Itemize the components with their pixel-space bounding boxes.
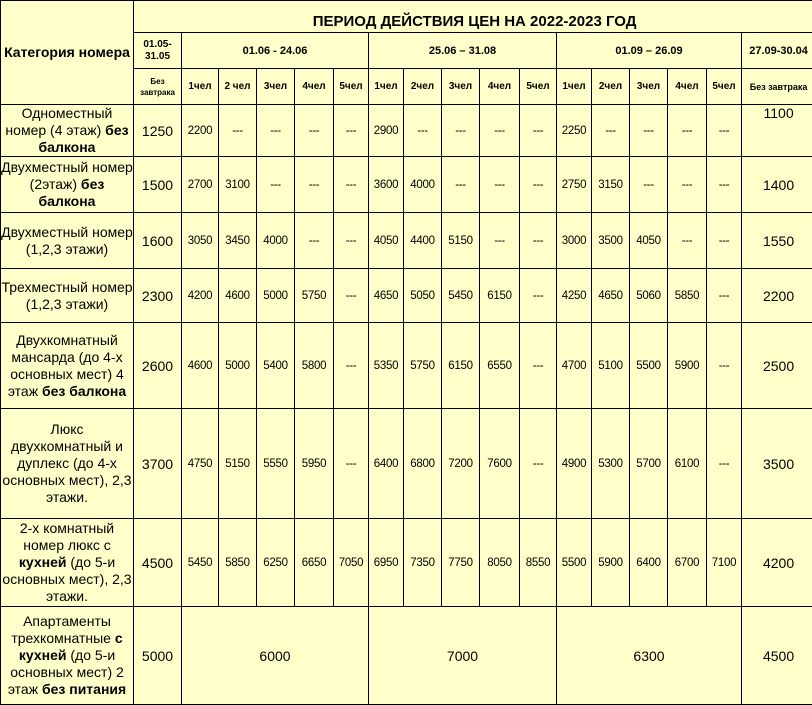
price-cell: 6950	[369, 519, 404, 607]
occupancy-label: 1чел	[557, 69, 592, 105]
price-cell: 8550	[520, 519, 557, 607]
no-breakfast-label-last: Без завтрака	[742, 69, 812, 105]
price-cell: ---	[707, 323, 742, 409]
occupancy-label: 4чел	[295, 69, 334, 105]
room-category: Апартаменты трехкомнатные с кухней (до 5-и основных мест) 2 этаж без питания	[1, 607, 134, 705]
price-cell: 7050	[334, 519, 369, 607]
room-category: Люкс двухкомнатный и дуплекс (до 4-х основных мест), 2,3 этажи.	[1, 409, 134, 519]
may-price: 3700	[134, 409, 182, 519]
occupancy-label: 2чел	[592, 69, 630, 105]
summer-price: 7000	[369, 607, 557, 705]
june-price: 6000	[182, 607, 369, 705]
table-row	[1, 269, 812, 323]
price-cell: 5550	[257, 409, 295, 519]
price-cell: 6700	[668, 519, 707, 607]
may-price: 1500	[134, 157, 182, 213]
table-row	[1, 607, 812, 705]
table-row	[1, 323, 812, 409]
price-cell: ---	[334, 157, 369, 213]
price-cell: 6150	[480, 269, 520, 323]
price-cell: 4600	[182, 323, 219, 409]
room-category: Трехместный номер (1,2,3 этажи)	[1, 269, 134, 323]
may-price: 2600	[134, 323, 182, 409]
may-price: 1600	[134, 213, 182, 269]
period-summer: 25.06 – 31.08	[369, 33, 557, 69]
price-cell: ---	[520, 409, 557, 519]
price-cell: 6650	[295, 519, 334, 607]
price-cell: ---	[334, 323, 369, 409]
price-cell: ---	[630, 157, 668, 213]
price-cell: 5050	[404, 269, 442, 323]
price-cell: ---	[480, 213, 520, 269]
room-category: 2-х комнатный номер люкс с кухней (до 5-и основных мест), 2,3 этажи.	[1, 519, 134, 607]
price-cell: ---	[707, 157, 742, 213]
occupancy-label: 2 чел	[219, 69, 257, 105]
category-header: Категория номера	[1, 1, 134, 105]
price-cell: 5000	[219, 323, 257, 409]
price-cell: 5900	[592, 519, 630, 607]
price-cell: 4900	[557, 409, 592, 519]
price-cell: 5800	[295, 323, 334, 409]
september-price: 6300	[557, 607, 742, 705]
price-cell: 3100	[219, 157, 257, 213]
price-cell: ---	[520, 269, 557, 323]
price-cell: 5450	[442, 269, 480, 323]
may-price: 2300	[134, 269, 182, 323]
price-cell: ---	[707, 409, 742, 519]
period-june: 01.06 - 24.06	[182, 33, 369, 69]
price-cell: 2700	[182, 157, 219, 213]
occupancy-label: 1чел	[182, 69, 219, 105]
room-category: Двухкомнатный мансарда (до 4-х основных мест) 4 этаж без балкона	[1, 323, 134, 409]
price-cell: 6400	[630, 519, 668, 607]
price-cell: ---	[480, 157, 520, 213]
occupancy-label: 3чел	[630, 69, 668, 105]
winter-price: 3500	[742, 409, 812, 519]
winter-price: 1100	[742, 105, 812, 157]
table-row	[1, 409, 812, 519]
winter-price: 1550	[742, 213, 812, 269]
may-price: 4500	[134, 519, 182, 607]
price-cell: 2200	[182, 105, 219, 157]
table-title: ПЕРИОД ДЕЙСТВИЯ ЦЕН НА 2022-2023 ГОД	[134, 1, 812, 33]
may-price: 1250	[134, 105, 182, 157]
price-cell: 7200	[442, 409, 480, 519]
price-cell: ---	[295, 213, 334, 269]
price-cell: 4650	[592, 269, 630, 323]
price-cell: ---	[520, 105, 557, 157]
price-cell: 5100	[592, 323, 630, 409]
price-cell: 7350	[404, 519, 442, 607]
price-cell: 6800	[404, 409, 442, 519]
price-cell: 5400	[257, 323, 295, 409]
price-cell: 5000	[257, 269, 295, 323]
price-cell: ---	[592, 105, 630, 157]
price-cell: 4050	[369, 213, 404, 269]
price-cell: ---	[334, 105, 369, 157]
price-cell: 5850	[219, 519, 257, 607]
price-cell: 7750	[442, 519, 480, 607]
price-cell: 5450	[182, 519, 219, 607]
price-cell: ---	[295, 105, 334, 157]
price-cell: 5060	[630, 269, 668, 323]
price-cell: 2250	[557, 105, 592, 157]
price-cell: ---	[707, 105, 742, 157]
price-cell: 5150	[219, 409, 257, 519]
price-cell: 6400	[369, 409, 404, 519]
price-cell: 2900	[369, 105, 404, 157]
price-cell: 4600	[219, 269, 257, 323]
price-cell: 4700	[557, 323, 592, 409]
occupancy-label: 4чел	[668, 69, 707, 105]
price-cell: 4200	[182, 269, 219, 323]
price-cell: 4650	[369, 269, 404, 323]
price-cell: 7100	[707, 519, 742, 607]
price-cell: 5850	[668, 269, 707, 323]
price-cell: ---	[442, 157, 480, 213]
period-september: 01.09 – 26.09	[557, 33, 742, 69]
price-cell: 8050	[480, 519, 520, 607]
price-cell: ---	[668, 105, 707, 157]
occupancy-label: 5чел	[334, 69, 369, 105]
occupancy-label: 3чел	[442, 69, 480, 105]
occupancy-label: 2чел	[404, 69, 442, 105]
occupancy-label: 5чел	[520, 69, 557, 105]
period-winter: 27.09-30.04	[742, 33, 812, 69]
price-cell: ---	[334, 269, 369, 323]
price-cell: ---	[295, 157, 334, 213]
price-cell: 3500	[592, 213, 630, 269]
price-cell: ---	[668, 157, 707, 213]
price-cell: 4050	[630, 213, 668, 269]
price-cell: ---	[520, 323, 557, 409]
price-cell: 5900	[668, 323, 707, 409]
price-cell: 3450	[219, 213, 257, 269]
table-row	[1, 105, 812, 157]
winter-price: 4200	[742, 519, 812, 607]
price-cell: ---	[219, 105, 257, 157]
price-cell: 4250	[557, 269, 592, 323]
price-cell: ---	[707, 213, 742, 269]
price-cell: 4400	[404, 213, 442, 269]
may-price: 5000	[134, 607, 182, 705]
price-cell: ---	[334, 409, 369, 519]
winter-price: 2200	[742, 269, 812, 323]
price-cell: 5150	[442, 213, 480, 269]
price-cell: ---	[520, 157, 557, 213]
occupancy-label: 4чел	[480, 69, 520, 105]
table-row	[1, 519, 812, 607]
price-cell: ---	[334, 213, 369, 269]
price-cell: ---	[480, 105, 520, 157]
winter-price: 2500	[742, 323, 812, 409]
price-cell: 6150	[442, 323, 480, 409]
price-cell: 5500	[630, 323, 668, 409]
price-cell: ---	[668, 213, 707, 269]
price-cell: ---	[404, 105, 442, 157]
price-cell: 5700	[630, 409, 668, 519]
price-cell: 4750	[182, 409, 219, 519]
price-cell: 6100	[668, 409, 707, 519]
title-row	[1, 1, 812, 33]
price-cell: 6550	[480, 323, 520, 409]
price-cell: 5500	[557, 519, 592, 607]
price-cell: 5350	[369, 323, 404, 409]
price-cell: 3150	[592, 157, 630, 213]
price-cell: 3050	[182, 213, 219, 269]
price-cell: 6250	[257, 519, 295, 607]
price-cell: 5300	[592, 409, 630, 519]
occupancy-label: 3чел	[257, 69, 295, 105]
price-cell: ---	[257, 157, 295, 213]
room-category: Двухместный номер (1,2,3 этажи)	[1, 213, 134, 269]
price-cell: 5750	[404, 323, 442, 409]
price-cell: ---	[630, 105, 668, 157]
price-cell: 5950	[295, 409, 334, 519]
occupancy-label: 5чел	[707, 69, 742, 105]
price-cell: ---	[520, 213, 557, 269]
room-category: Одноместный номер (4 этаж) без балкона	[1, 105, 134, 157]
price-cell: 3000	[557, 213, 592, 269]
price-cell: 4000	[404, 157, 442, 213]
no-breakfast-label: Без завтрака	[134, 69, 182, 105]
price-cell: 4000	[257, 213, 295, 269]
price-cell: ---	[442, 105, 480, 157]
period-may: 01.05-31.05	[134, 33, 182, 69]
room-category: Двухместный номер (2этаж) без балкона	[1, 157, 134, 213]
winter-price: 4500	[742, 607, 812, 705]
price-cell: 7600	[480, 409, 520, 519]
occupancy-label: 1чел	[369, 69, 404, 105]
table-row	[1, 213, 812, 269]
price-cell: 2750	[557, 157, 592, 213]
price-cell: 5750	[295, 269, 334, 323]
price-cell: 3600	[369, 157, 404, 213]
price-cell: ---	[257, 105, 295, 157]
table-row	[1, 157, 812, 213]
winter-price: 1400	[742, 157, 812, 213]
price-cell: ---	[707, 269, 742, 323]
